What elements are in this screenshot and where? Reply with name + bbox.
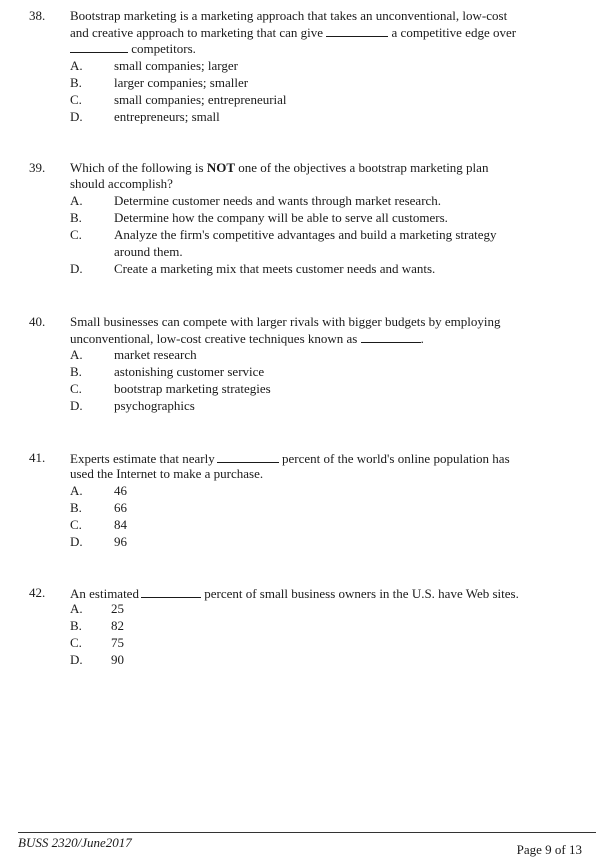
option-b: B. Determine how the company will be able to serve all customers. <box>70 210 448 225</box>
question-number: 42. <box>29 585 46 600</box>
answer-blank <box>217 450 279 463</box>
question-stem: Small businesses can compete with larger rivals with bigger budgets by employing unconventional, low-cost creative techniques known as . <box>70 314 501 346</box>
option-d: D. Create a marketing mix that meets customer needs and wants. <box>70 261 436 276</box>
answer-blank <box>361 330 421 343</box>
question-number: 41. <box>29 450 46 465</box>
option-b: B. 82 <box>70 618 124 633</box>
question-stem: An estimated percent of small business owners in the U.S. have Web sites. <box>70 586 519 601</box>
option-b: B. astonishing customer service <box>70 364 265 379</box>
option-a: A. 46 <box>70 483 127 498</box>
option-d: D. psychographics <box>70 398 195 413</box>
option-a: A. small companies; larger <box>70 58 238 73</box>
question-number: 40. <box>29 314 46 329</box>
answer-blank <box>326 24 388 37</box>
answer-blank <box>141 585 201 598</box>
option-c: C. bootstrap marketing strategies <box>70 381 271 396</box>
option-b: B. larger companies; smaller <box>70 75 249 90</box>
page-number: Page 9 of 13 <box>516 842 582 857</box>
footer-course: BUSS 2320/June2017 <box>18 835 132 850</box>
footer-divider <box>18 832 596 833</box>
option-a: A. market research <box>70 347 197 362</box>
option-c: C. 84 <box>70 517 127 532</box>
option-a: A. Determine customer needs and wants through market research. <box>70 193 442 208</box>
option-d: D. 96 <box>70 534 127 549</box>
question-stem: Bootstrap marketing is a marketing approach that takes an unconventional, low-cost and creative approach to marketing that can give a competitive edge over competitors. <box>70 8 517 56</box>
answer-blank <box>70 40 128 53</box>
option-d: D. entrepreneurs; small <box>70 109 220 124</box>
emphasis-not: NOT <box>206 160 236 175</box>
option-b: B. 66 <box>70 500 127 515</box>
question-number: 38. <box>29 8 46 23</box>
option-c: C. Analyze the firm's competitive advantages and build a marketing strategy around them. <box>70 227 497 259</box>
question-stem: Experts estimate that nearly percent of the world's online population has used the Internet to make a purchase. <box>70 451 510 481</box>
question-stem: Which of the following is NOT one of the objectives a bootstrap marketing plan should accomplish? <box>70 160 489 191</box>
option-a: A. 25 <box>70 601 124 616</box>
question-number: 39. <box>29 160 46 175</box>
option-c: C. small companies; entrepreneurial <box>70 92 287 107</box>
option-d: D. 90 <box>70 652 124 667</box>
option-c: C. 75 <box>70 635 124 650</box>
